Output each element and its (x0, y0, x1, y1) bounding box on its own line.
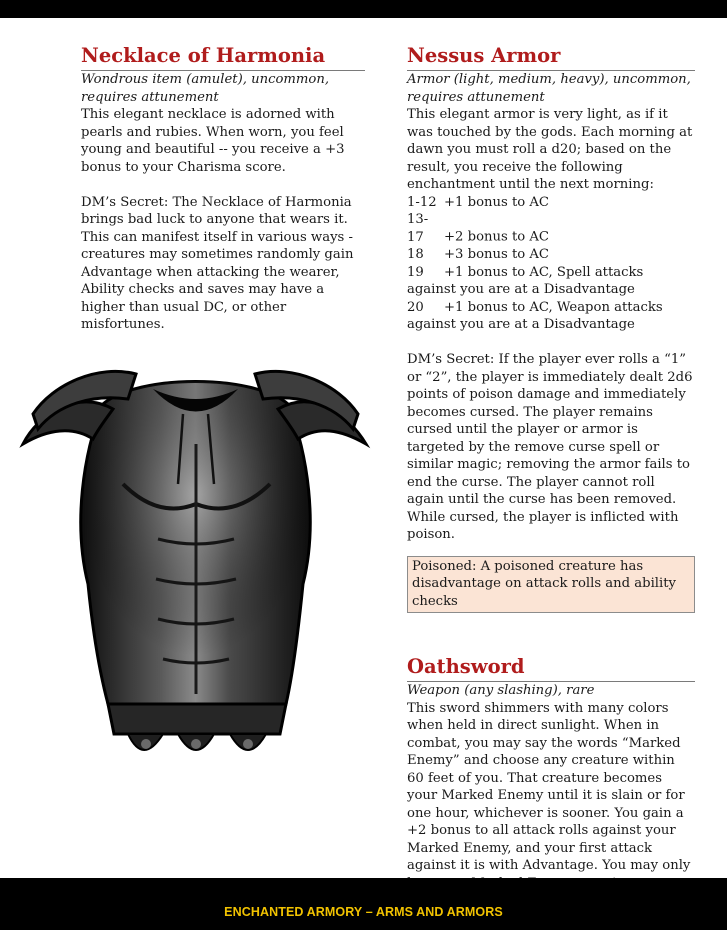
roll-table (407, 194, 695, 334)
necklace-title: Necklace of Harmonia (81, 42, 365, 71)
right-column (407, 42, 695, 892)
nessus-section (407, 42, 695, 613)
necklace-section (81, 42, 365, 334)
nessus-description: This elegant armor is very light, as if it was touched by the gods. Each morning at dawn you must roll a d20; based on the result, you receive the following enchantment until the next morning: (407, 107, 693, 192)
nessus-subtitle: Armor (light, medium, heavy), uncommon, requires attunement (407, 72, 691, 105)
necklace-description: This elegant necklace is adorned with pearls and rubies. When worn, you feel young and beautiful -- you receive a +3 bonus to your Charisma score. (81, 107, 345, 175)
footer-text: ENCHANTED ARMORY – ARMS AND ARMORS (224, 905, 503, 919)
nessus-title: Nessus Armor (407, 42, 695, 71)
roll-row: 1-12 +1 bonus to AC (407, 194, 550, 210)
roll-row: 13-17 +2 bonus to AC (407, 212, 550, 245)
top-bar (0, 0, 727, 18)
necklace-subtitle: Wondrous item (amulet), uncommon, requires attunement (81, 72, 330, 105)
page-footer (0, 878, 727, 930)
roll-row: 19 +1 bonus to AC, Spell attacks against you are at a Disadvantage (407, 264, 644, 297)
poisoned-callout: Poisoned: A poisoned creature has disadvantage on attack rolls and ability checks (407, 556, 695, 614)
roll-row: 18 +3 bonus to AC (407, 247, 550, 262)
oathsword-title: Oathsword (407, 653, 695, 682)
breastplate-armor-icon (18, 334, 373, 766)
nessus-secret: DM’s Secret: If the player ever rolls a “1” or “2”, the player is immediately dealt 2d6 points of poison damage and immediately becomes cursed. The player remains cursed until the player or armor is targeted by the remove curse spell or similar magic; removing the armor fails to end the curse. The player cannot roll again until the curse has been removed. While cursed, the player is inflicted with poison. (407, 352, 693, 542)
oathsword-subtitle: Weapon (any slashing), rare (407, 683, 595, 698)
left-column (81, 42, 365, 334)
roll-row: 20 +1 bonus to AC, Weapon attacks against you are at a Disadvantage (407, 299, 663, 332)
oathsword-section (407, 653, 695, 892)
necklace-secret: DM’s Secret: The Necklace of Harmonia brings bad luck to anyone that wears it. This can manifest itself in various ways - creatures may sometimes randomly gain Advantage when attacking the wearer, Ability checks and saves may have a higher than usual DC, or other misfortunes. (81, 194, 354, 332)
oathsword-description: This sword shimmers with many colors when held in direct sunlight. When in combat, you may say the words “Marked Enemy” and choose any creature within 60 feet of you. That creature becomes your Marked Enemy until it is slain or for one hour, whichever is sooner. You gain a +2 bonus to all attack rolls against your Marked Enemy, and your first attack against it is with Advantage. You may only (407, 700, 691, 873)
